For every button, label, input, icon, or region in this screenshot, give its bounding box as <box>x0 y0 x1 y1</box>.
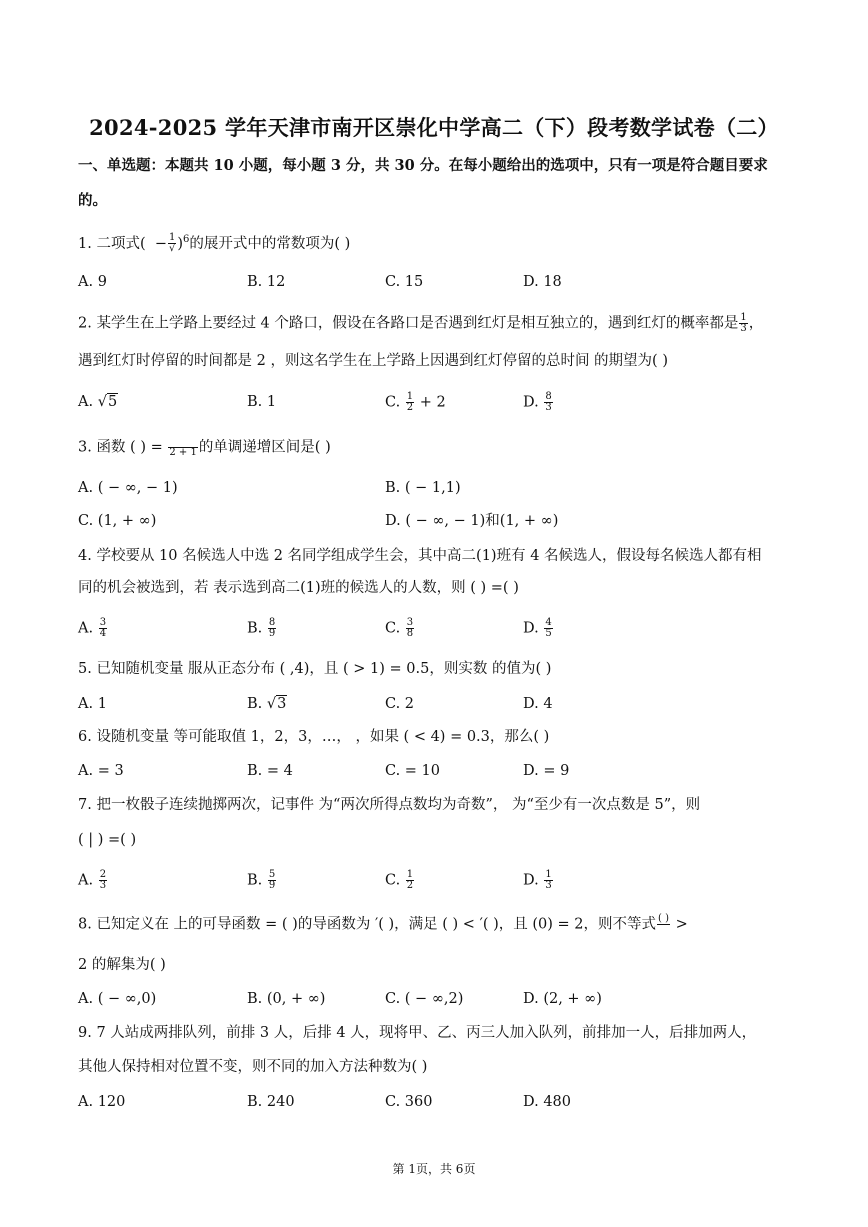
question-1-option-b: B. 12 <box>247 274 286 290</box>
fraction: 2 + 1 <box>168 437 197 458</box>
question-9-option-c: C. 360 <box>385 1094 433 1110</box>
page-footer: 第 1页，共 6页 <box>392 1162 476 1176</box>
question-7-option-a: A. $\frac{2}{3}$ <box>78 869 107 891</box>
square-root: √5 <box>97 394 118 410</box>
question-5-option-d: D. 4 <box>523 696 553 712</box>
question-5-option-c: C. 2 <box>385 696 415 712</box>
question-6-stem: 6. 设随机变量 等可能取值 1，2，3，…， ，如果 ( < 4) = 0.3，那么( ) <box>78 729 550 745</box>
question-2-option-d: D. $\frac{8}{3}$ <box>523 391 552 413</box>
question-4-option-a: A. $\frac{3}{4}$ <box>78 617 107 639</box>
fraction: $\frac{1}{2}$ <box>406 391 414 413</box>
question-2-option-b: B. 1 <box>247 394 277 410</box>
question-3-option-b: B. ( − 1,1) <box>385 480 461 496</box>
fraction: $\frac{1}{2}$ <box>406 869 414 891</box>
fraction: $\frac{3}{4}$ <box>99 617 107 639</box>
question-6-option-d: D. = 9 <box>523 763 570 779</box>
question-7-option-d: D. $\frac{1}{3}$ <box>523 869 552 891</box>
question-5-stem: 5. 已知随机变量 服从正态分布 ( ,4)，且 ( > 1) = 0.5，则实数 的值为( ) <box>78 661 552 677</box>
question-1-stem: 1. 二项式( − $\frac{1}{√}$ )$^6$的展开式中的常数项为( ) <box>78 232 351 255</box>
question-5-option-b: B. √3 <box>247 696 287 712</box>
question-7-option-b: B. $\frac{5}{9}$ <box>247 869 276 891</box>
question-8-option-d: D. (2, + ∞) <box>523 991 602 1007</box>
question-2-option-a: A. √5 <box>78 394 118 410</box>
question-8-line2: 2 的解集为( ) <box>78 957 166 973</box>
question-4-line1: 4. 学校要从 10 名候选人中选 2 名同学组成学生会，其中高二(1)班有 4 名候选人，假设每名候选人都有相 <box>78 548 762 564</box>
fraction: $\frac{8}{3}$ <box>545 391 552 413</box>
question-9-option-d: D. 480 <box>523 1094 572 1110</box>
question-3-option-c: C. (1, + ∞) <box>78 513 157 529</box>
question-5-option-a: A. 1 <box>78 696 107 712</box>
question-7-option-c: C. $\frac{1}{2}$ <box>385 869 414 891</box>
section-heading-line1: 一、单选题：本题共 10 小题，每小题 3 分，共 30 分。在每小题给出的选项中，只有一项是符合题目要求 <box>78 157 768 174</box>
fraction: $\frac{2}{3}$ <box>99 869 107 891</box>
question-7-line1: 7. 把一枚骰子连续抛掷两次，记事件 为“两次所得点数均为奇数”， 为“至少有一次点数是 5”，则 <box>78 797 701 813</box>
fraction: ( ) <box>658 913 670 924</box>
question-8-option-c: C. ( − ∞,2) <box>385 991 464 1007</box>
question-9-option-b: B. 240 <box>247 1094 295 1110</box>
question-9-line1: 9. 7 人站成两排队列，前排 3 人，后排 4 人，现将甲、乙、丙三人加入队列，前排加一人，后排加两人， <box>78 1025 757 1041</box>
fraction: $\frac{8}{9}$ <box>268 617 276 639</box>
section-heading-line2: 的。 <box>78 192 107 209</box>
question-8-option-b: B. (0, + ∞) <box>247 991 326 1007</box>
question-9-option-a: A. 120 <box>78 1094 126 1110</box>
fraction: $\frac{3}{8}$ <box>406 617 414 639</box>
question-2-line2: 遇到红灯时停留的时间都是 2 ，则这名学生在上学路上因遇到红灯停留的总时间 的期望为( ) <box>78 353 668 369</box>
fraction: $\frac{1}{√}$ <box>168 232 176 255</box>
question-1-option-c: C. 15 <box>385 274 424 290</box>
fraction: $\frac{4}{5}$ <box>545 617 552 639</box>
question-4-option-c: C. $\frac{3}{8}$ <box>385 617 414 639</box>
fraction: $\frac{1}{3}$ <box>545 869 552 891</box>
question-2-option-c: C. $\frac{1}{2}$ + 2 <box>385 391 446 413</box>
question-8-option-a: A. ( − ∞,0) <box>78 991 157 1007</box>
question-7-line2: ( | ) =( ) <box>78 832 137 848</box>
question-2-line1: 2. 某学生在上学路上要经过 4 个路口，假设在各路口是否遇到红灯是相互独立的，遇到红灯的概率都是 $\frac{1}{3}$ ， <box>78 312 764 334</box>
question-4-option-d: D. $\frac{4}{5}$ <box>523 617 552 639</box>
question-8-line1: 8. 已知定义在 上的可导函数 = ( )的导函数为 ′( )，满足 ( ) < ′( )，且 (0) = 2，则不等式 ( ) > <box>78 914 794 935</box>
question-3-option-a: A. ( − ∞, − 1) <box>78 480 178 496</box>
question-9-line2: 其他人保持相对位置不变，则不同的加入方法种数为( ) <box>78 1059 428 1075</box>
question-4-line2: 同的机会被选到，若 表示选到高二(1)班的候选人的人数，则 ( ) =( ) <box>78 580 519 596</box>
exam-title: 2024-2025 学年天津市南开区崇化中学高二（下）段考数学试卷（二） <box>89 115 779 140</box>
question-3-stem: 3. 函数 ( ) = 2 + 1 的单调递增区间是( ) <box>78 437 790 458</box>
question-4-option-b: B. $\frac{8}{9}$ <box>247 617 276 639</box>
fraction: $\frac{5}{9}$ <box>268 869 276 891</box>
question-6-option-b: B. = 4 <box>247 763 293 779</box>
question-1-option-a: A. 9 <box>78 274 107 290</box>
question-1-option-d: D. 18 <box>523 274 562 290</box>
question-6-option-a: A. = 3 <box>78 763 124 779</box>
question-3-option-d: D. ( − ∞, − 1)和(1, + ∞) <box>385 513 559 529</box>
fraction: $\frac{1}{3}$ <box>740 312 747 334</box>
question-6-option-c: C. = 10 <box>385 763 441 779</box>
square-root: √3 <box>266 696 287 712</box>
